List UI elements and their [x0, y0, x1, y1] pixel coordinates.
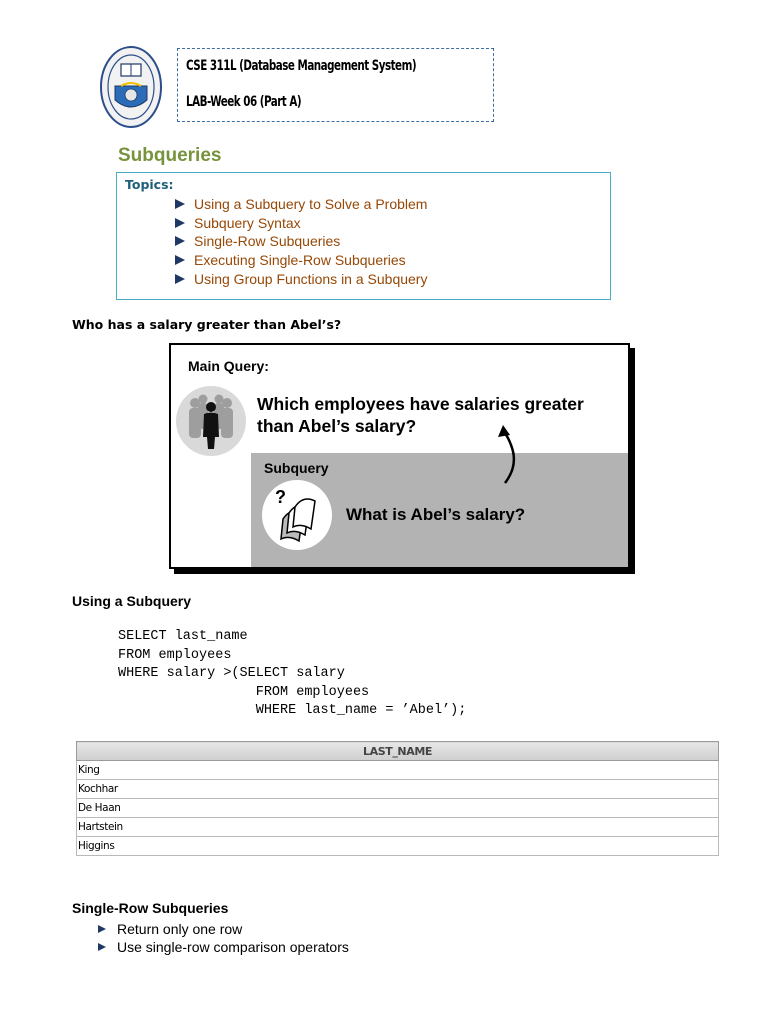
- list-item: [98, 938, 349, 956]
- topic-item: [175, 251, 427, 270]
- list-item: [98, 920, 349, 938]
- topics-list: [175, 195, 427, 288]
- lab-week-title: LAB-Week 06 (Part A): [186, 94, 302, 110]
- table-row: [77, 818, 719, 837]
- single-row-heading: Single-Row Subqueries: [72, 900, 229, 916]
- topic-text: Using Group Functions in a Subquery: [194, 270, 428, 287]
- topic-item: [175, 195, 427, 214]
- topic-text: Executing Single-Row Subqueries: [194, 252, 406, 269]
- topics-box: [116, 172, 611, 300]
- topic-text: Subquery Syntax: [194, 214, 301, 231]
- table-row: [77, 837, 719, 856]
- table-cell: King: [77, 761, 719, 780]
- svg-text:?: ?: [275, 487, 286, 507]
- topic-item: [175, 232, 427, 251]
- table-row: [77, 799, 719, 818]
- triangle-bullet-icon: [98, 943, 106, 951]
- triangle-bullet-icon: [98, 925, 106, 933]
- list-item-text: Use single-row comparison operators: [117, 939, 349, 955]
- subquery-label: Subquery: [264, 460, 329, 476]
- topic-text: Single-Row Subqueries: [194, 233, 341, 250]
- triangle-bullet-icon: [175, 274, 185, 284]
- table-cell: De Haan: [77, 799, 719, 818]
- curved-arrow-icon: [485, 421, 525, 487]
- subquery-diagram: [169, 343, 635, 575]
- results-table: [76, 741, 719, 856]
- main-query-label: Main Query:: [188, 358, 269, 374]
- triangle-bullet-icon: [175, 255, 185, 265]
- question-pages-icon: [261, 479, 333, 551]
- course-header-box: [177, 48, 494, 122]
- triangle-bullet-icon: [175, 218, 185, 228]
- topics-label: Topics:: [125, 177, 174, 192]
- column-header-last-name: LAST_NAME: [77, 742, 719, 761]
- main-question: Which employees have salaries greater than Abel’s salary?: [257, 394, 584, 436]
- table-cell: Kochhar: [77, 780, 719, 799]
- triangle-bullet-icon: [175, 236, 185, 246]
- table-row: [77, 761, 719, 780]
- table-cell: Hartstein: [77, 818, 719, 837]
- course-title: CSE 311L (Database Management System): [186, 58, 417, 74]
- question-heading: Who has a salary greater than Abel’s?: [72, 317, 342, 332]
- using-subquery-heading: Using a Subquery: [72, 593, 192, 609]
- triangle-bullet-icon: [175, 199, 185, 209]
- table-cell: Higgins: [77, 837, 719, 856]
- section-title: Subqueries: [118, 145, 222, 166]
- subquery-panel: [251, 453, 628, 567]
- subquery-question: What is Abel’s salary?: [346, 505, 526, 524]
- university-seal-icon: [99, 44, 163, 130]
- sql-code-block: SELECT last_name FROM employees WHERE salary >(SELECT salary FROM employees WHERE last_name = ’Abel’);: [118, 629, 467, 718]
- topic-text: Using a Subquery to Solve a Problem: [194, 196, 428, 213]
- topic-item: [175, 214, 427, 233]
- people-group-icon: [175, 385, 247, 457]
- diagram-box: [169, 343, 630, 569]
- single-row-list: [98, 920, 349, 956]
- table-row: [77, 780, 719, 799]
- list-item-text: Return only one row: [117, 921, 243, 937]
- topic-item: [175, 269, 427, 288]
